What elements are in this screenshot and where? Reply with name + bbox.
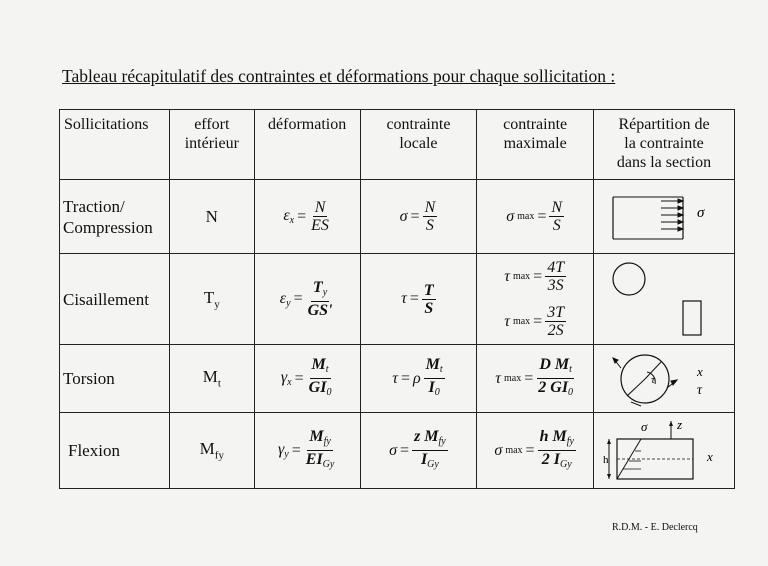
- sym: ε: [283, 207, 290, 224]
- flexion-diagram: [601, 417, 727, 485]
- frac-den-sub: Gy: [427, 459, 439, 470]
- effort-cis-sub: y: [214, 298, 220, 311]
- frac-num: z M: [414, 428, 439, 445]
- circle-section-icon: [613, 263, 645, 295]
- frac-den: 3S: [547, 277, 564, 294]
- effort-torsion-symbol: M: [202, 367, 218, 387]
- frac-den: 2S: [547, 322, 564, 339]
- frac-den: GS': [307, 302, 333, 319]
- contrainte-locale-flexion: σ = $\frac{z M_{fy}}{I_{Gy}}$: [360, 413, 477, 489]
- sym: τ: [495, 369, 502, 387]
- row-name-traction: [60, 180, 170, 254]
- effort-traction: [169, 180, 254, 254]
- flexion-x-label: x: [707, 448, 713, 464]
- deformation-traction: $\varepsilon_x$ = $\frac{N}{ES}$: [254, 180, 360, 254]
- header-repartition-text: Répartition de la contrainte dans la section: [616, 116, 712, 171]
- header-effort-text: effort intérieur: [184, 116, 239, 152]
- frac-den-sub: 0: [434, 387, 440, 398]
- header-effort: [169, 110, 254, 180]
- flexion-sigma-label: σ: [641, 418, 648, 434]
- frac-den: I: [420, 451, 428, 468]
- frac-num-sub: fy: [323, 436, 331, 447]
- sym: σ: [494, 441, 503, 459]
- rectangle-section-icon: [683, 301, 701, 335]
- frac-den-sub: 0: [568, 387, 574, 398]
- sym: γ: [277, 441, 285, 458]
- cisaillement-diagram: [601, 257, 727, 341]
- sym: σ: [389, 441, 398, 459]
- page-title: Tableau récapitulatif des contraintes et déformations pour chaque sollicitation :: [62, 66, 616, 86]
- sym: σ: [399, 207, 408, 225]
- frac-num: T: [312, 279, 323, 296]
- flexion-z-label: z: [677, 416, 683, 432]
- frac-den: S: [552, 217, 561, 234]
- effort-flexion: [169, 413, 254, 489]
- sym: τ: [504, 312, 510, 330]
- flexion-h-label: h: [603, 453, 609, 466]
- contrainte-max-torsion: τ max = $\frac{D M_t}{2 GI_0}$: [477, 345, 594, 413]
- frac-num-sub: fy: [566, 436, 574, 447]
- traction-name-text: Traction/ Compression: [63, 196, 153, 237]
- contrainte-locale-torsion: τ = ρ $\frac{M_t}{I_0}$: [360, 345, 477, 413]
- torsion-tau-right-label: τ: [697, 382, 703, 398]
- sym: τ: [401, 290, 407, 307]
- sym: σ: [506, 207, 515, 225]
- sym: ρ: [412, 369, 421, 387]
- frac-den: 2 GI: [538, 379, 569, 396]
- sym: max: [504, 373, 522, 384]
- contrainte-max-cisaillement: τ max = $\frac{4T}{3S}$ τ max = $\frac{3T}{2S}$: [477, 254, 594, 345]
- sym: max: [505, 445, 523, 456]
- header-deformation: déformation: [254, 110, 360, 180]
- frac-num: M: [311, 356, 326, 373]
- contrainte-max-flexion: σ max = $\frac{h M_{fy}}{2 I_{Gy}}$: [477, 413, 594, 489]
- torsion-x-label: x: [697, 363, 703, 379]
- deformation-torsion: $\gamma_x$ = $\frac{M_t}{GI_0}$: [254, 345, 360, 413]
- header-max-text: contrainte maximale: [503, 116, 568, 152]
- sym: y: [286, 297, 291, 309]
- frac-num: 4T: [547, 259, 565, 276]
- header-sollicitations: Sollicitations: [60, 110, 170, 180]
- header-contrainte-locale: [360, 110, 477, 180]
- sym: max: [517, 211, 535, 222]
- contrainte-locale-traction: σ = $\frac{N}{S}$: [360, 180, 477, 254]
- frac-den: GI: [308, 379, 327, 396]
- footer-credit: R.D.M. - E. Declercq: [612, 522, 698, 533]
- frac-num: M: [309, 428, 324, 445]
- header-locale-text: contrainte locale: [386, 116, 451, 152]
- traction-sigma-label: σ: [697, 204, 705, 221]
- frac-num: M: [425, 356, 440, 373]
- sym: ε: [279, 289, 287, 307]
- sym: τ: [504, 267, 510, 285]
- sym: y: [284, 449, 289, 460]
- sym: τ: [392, 369, 398, 387]
- effort-flexion-sub: fy: [214, 449, 224, 462]
- repartition-cisaillement: [594, 254, 735, 345]
- header-contrainte-maximale: [477, 110, 594, 180]
- row-torsion: [60, 345, 735, 413]
- summary-table: [59, 109, 735, 489]
- frac-num: N: [424, 199, 436, 216]
- header-repartition: [594, 110, 735, 180]
- sym: x: [289, 215, 295, 226]
- sym: max: [512, 271, 531, 282]
- effort-cisaillement: [169, 254, 254, 345]
- effort-traction-symbol: N: [205, 206, 218, 226]
- frac-den: S: [424, 299, 434, 317]
- frac-den: S: [425, 217, 434, 234]
- deformation-cisaillement: $\varepsilon_y$ = $\frac{T_y}{GS'}$: [254, 254, 360, 345]
- contrainte-locale-cisaillement: τ = $\frac{T}{S}$: [360, 254, 477, 345]
- frac-den: 2 I: [541, 451, 561, 468]
- frac-den: ES: [311, 217, 329, 234]
- frac-num-sub: t: [569, 364, 572, 375]
- frac-num: N: [551, 199, 563, 216]
- frac-num-sub: y: [322, 287, 328, 298]
- sym: γ: [280, 369, 288, 386]
- frac-den-sub: Gy: [322, 459, 335, 470]
- repartition-traction: [594, 180, 735, 254]
- row-cisaillement: [60, 254, 735, 345]
- frac-num-sub: t: [325, 364, 329, 375]
- sym: x: [287, 377, 292, 388]
- frac-num: D M: [539, 356, 570, 373]
- header-row: [60, 110, 735, 180]
- row-name-torsion: Torsion: [60, 345, 170, 413]
- row-name-flexion: Flexion: [60, 413, 170, 489]
- row-name-cisaillement: Cisaillement: [60, 254, 170, 345]
- frac-num: h M: [539, 428, 567, 445]
- frac-den: I: [428, 379, 435, 396]
- effort-torsion-sub: t: [217, 377, 221, 390]
- frac-den: EI: [305, 451, 323, 468]
- row-flexion: [60, 413, 735, 489]
- frac-num-sub: fy: [438, 436, 446, 447]
- row-traction: [60, 180, 735, 254]
- repartition-torsion: [594, 345, 735, 413]
- frac-den-sub: 0: [326, 387, 332, 398]
- sym: max: [512, 316, 531, 327]
- torsion-diagram: [601, 348, 727, 410]
- traction-diagram: [601, 187, 727, 247]
- frac-num: 3T: [547, 304, 565, 321]
- frac-den-sub: Gy: [560, 459, 572, 470]
- torsion-tau-label: τ: [651, 373, 655, 386]
- frac-num: T: [423, 281, 434, 299]
- effort-cis-symbol: T: [203, 287, 215, 307]
- effort-flexion-symbol: M: [199, 439, 215, 459]
- effort-torsion: [169, 345, 254, 413]
- deformation-flexion: $\gamma_y$ = $\frac{M_{fy}}{EI_{Gy}}$: [254, 413, 360, 489]
- repartition-flexion: [594, 413, 735, 489]
- contrainte-max-traction: σ max = $\frac{N}{S}$: [477, 180, 594, 254]
- frac-num: N: [314, 199, 326, 216]
- frac-num-sub: t: [439, 364, 443, 375]
